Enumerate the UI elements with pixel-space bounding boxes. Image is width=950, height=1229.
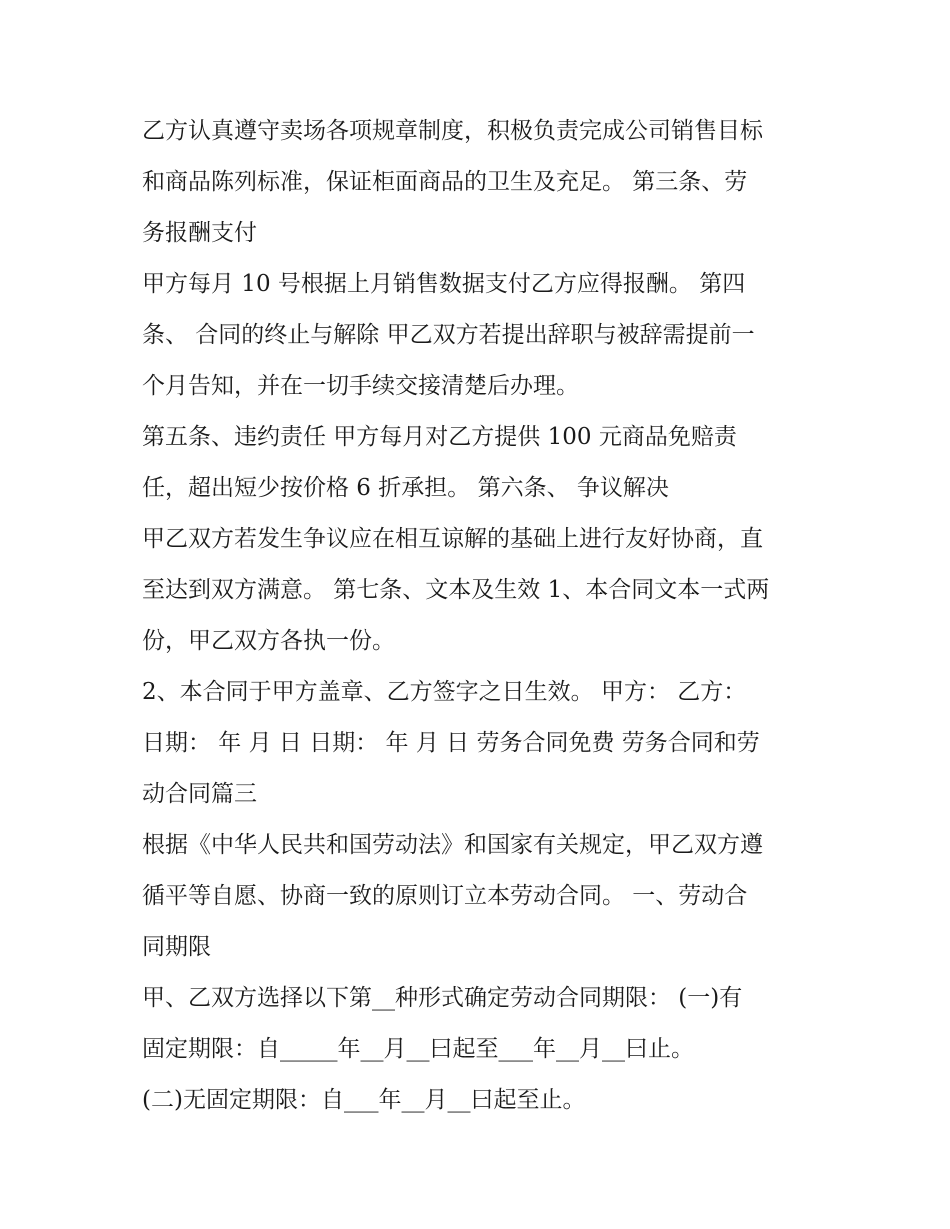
text-line: 和商品陈列标准，保证柜面商品的卫生及充足。 第三条、劳: [142, 169, 748, 195]
text-line: 2、本合同于甲方盖章、乙方签字之日生效。 甲方： 乙方：: [142, 679, 747, 705]
text-line: 甲方每月 10 号根据上月销售数据支付乙方应得报酬。 第四: [142, 271, 746, 297]
text-line: 乙方认真遵守卖场各项规章制度，积极负责完成公司销售目标: [142, 118, 763, 144]
text-line: (二)无固定期限：自___年__月__曰起至止。: [142, 1087, 586, 1113]
contract-body-text: [142, 106, 822, 1126]
text-line: 甲乙双方若发生争议应在相互谅解的基础上进行友好协商，直: [142, 526, 763, 552]
text-line: 个月告知，并在一切手续交接清楚后办理。: [142, 373, 579, 399]
text-line: 同期限: [142, 934, 211, 960]
text-line: 固定期限：自_____年__月__曰起至___年__月__曰止。: [142, 1036, 694, 1062]
text-line: 条、 合同的终止与解除 甲乙双方若提出辞职与被辞需提前一: [142, 322, 755, 348]
text-line: 根据《中华人民共和国劳动法》和国家有关规定，甲乙双方遵: [142, 832, 763, 858]
text-line: 务报酬支付: [142, 220, 257, 246]
text-line: 循平等自愿、协商一致的原则订立本劳动合同。 一、劳动合: [142, 883, 748, 909]
text-line: 动合同篇三: [142, 781, 257, 807]
text-line: 至达到双方满意。 第七条、文本及生效 1、本合同文本一式两: [142, 577, 770, 603]
text-line: 日期： 年 月 日 日期： 年 月 日 劳务合同免费 劳务合同和劳: [142, 730, 760, 756]
text-line: 份，甲乙双方各执一份。: [142, 628, 395, 654]
text-line: 甲、乙双方选择以下第__种形式确定劳动合同期限： (一)有: [142, 985, 743, 1011]
text-line: 任，超出短少按价格 6 折承担。 第六条、 争议解决: [142, 475, 669, 501]
text-line: 第五条、违约责任 甲方每月对乙方提供 100 元商品免赔责: [142, 424, 737, 450]
